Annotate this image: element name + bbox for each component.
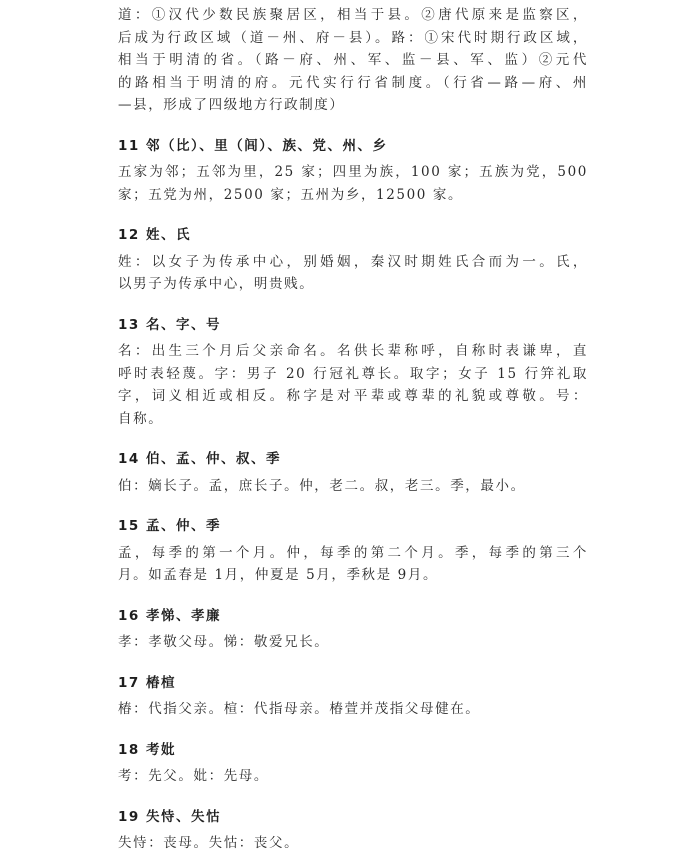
paragraph-line: 道：①汉代少数民族聚居区，相当于县。②唐代原来是监察区，	[118, 7, 588, 23]
paragraph-line: 名：出生三个月后父亲命名。名供长辈称呼，自称时表谦卑，直	[118, 343, 588, 359]
paragraph-line: 伯：嫡长子。孟，庶长子。仲，老二。叔，老三。季，最小。	[118, 477, 526, 494]
paragraph-line: 自称。	[118, 410, 164, 427]
paragraph-line: 五家为邻；五邻为里，25 家；四里为族，100 家；五族为党，500	[118, 164, 588, 180]
section-16	[118, 605, 588, 654]
section-15	[118, 515, 588, 587]
section-12	[118, 224, 588, 296]
paragraph-line: 相当于明清的省。（路－府、州、军、监－县、军、监）②元代	[118, 52, 588, 68]
section-heading: 16 孝悌、孝廉	[118, 607, 221, 624]
section-18	[118, 739, 588, 788]
section-heading: 17 椿楦	[118, 674, 176, 691]
paragraph-line: 失恃：丧母。失怙：丧父。	[118, 835, 300, 851]
paragraph-line: 姓：以女子为传承中心，别婚姻，秦汉时期姓氏合而为一。氏，	[118, 253, 588, 270]
section-heading: 18 考妣	[118, 741, 176, 758]
section-19	[118, 806, 588, 855]
section-17	[118, 672, 588, 721]
paragraph-line: 以男子为传承中心，明贵贱。	[118, 276, 315, 292]
paragraph-line: 的路相当于明清的府。元代实行行省制度。（行省—路—府、州	[118, 74, 588, 91]
section-dao-lu	[118, 4, 588, 117]
section-heading: 12 姓、氏	[118, 227, 191, 243]
paragraph-line: 椿：代指父亲。楦：代指母亲。椿萱并茂指父母健在。	[118, 701, 481, 717]
paragraph-line: 字，词义相近或相反。称字是对平辈或尊辈的礼貌或尊敬。号：	[118, 388, 588, 404]
paragraph-line: 月。如孟春是 1月，仲夏是 5月，季秋是 9月。	[118, 567, 439, 583]
section-heading: 19 失恃、失怙	[118, 808, 221, 825]
section-heading: 15 孟、仲、季	[118, 518, 221, 534]
paragraph-line: —县，形成了四级地方行政制度）	[118, 97, 345, 113]
paragraph-line: 孟，每季的第一个月。仲，每季的第二个月。季，每季的第三个	[118, 544, 588, 561]
paragraph-line: 家；五党为州，2500 家；五州为乡，12500 家。	[118, 186, 464, 203]
paragraph-line: 后成为行政区域（道－州、府－县）。路：①宋代时期行政区域，	[118, 29, 588, 46]
paragraph-line: 孝：孝敬父母。悌：敬爱兄长。	[118, 634, 330, 650]
section-11	[118, 135, 588, 207]
section-heading: 14 伯、孟、仲、叔、季	[118, 451, 281, 467]
document-page	[118, 4, 588, 855]
section-13	[118, 314, 588, 431]
section-heading: 13 名、字、号	[118, 316, 221, 333]
paragraph-line: 呼时表轻蔑。字：男子 20 行冠礼尊长。取字；女子 15 行笄礼取	[118, 365, 588, 382]
section-heading: 11 邻（比）、里（闾）、族、党、州、乡	[118, 137, 388, 154]
section-14	[118, 448, 588, 497]
paragraph-line: 考：先父。妣：先母。	[118, 768, 269, 784]
